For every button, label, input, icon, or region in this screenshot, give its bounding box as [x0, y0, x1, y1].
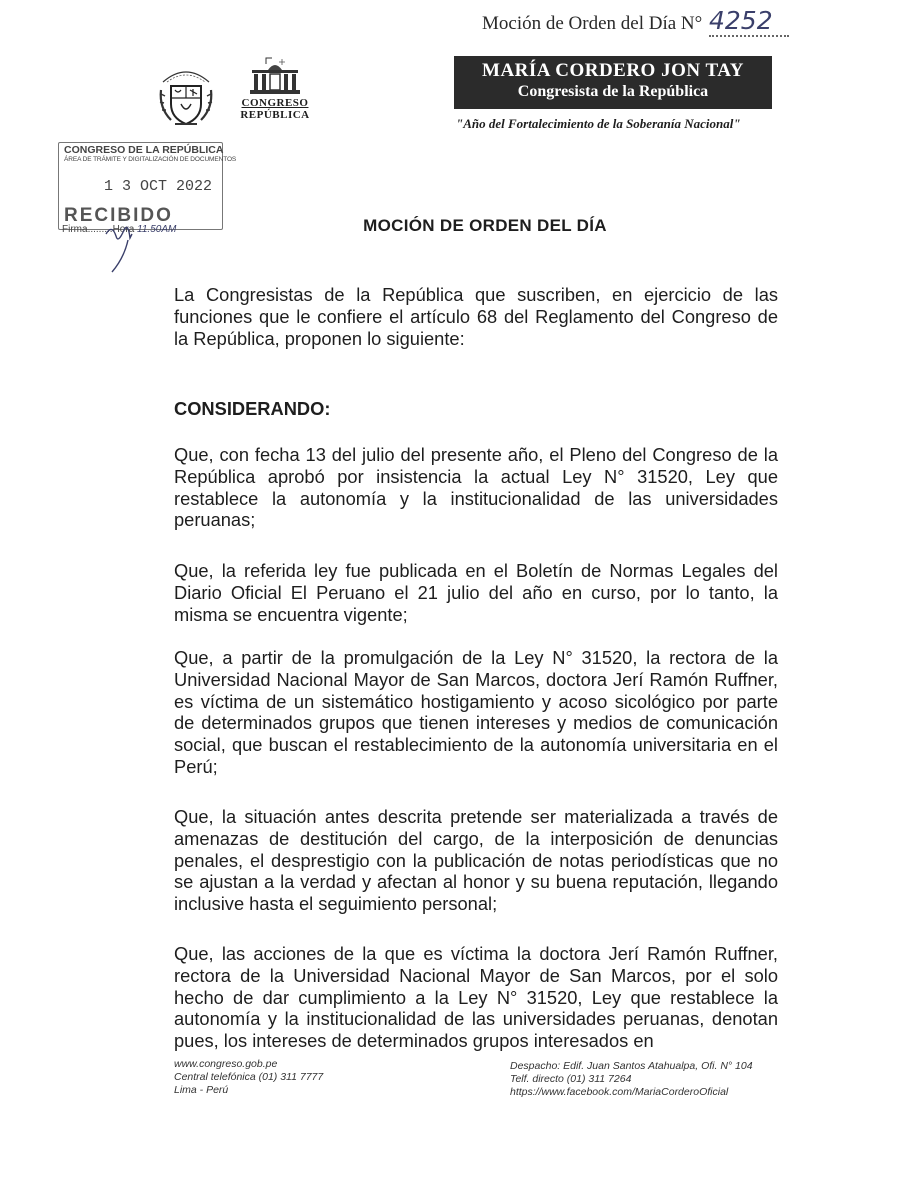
stamp-received: RECIBIDO [64, 205, 173, 226]
footer-right [510, 1060, 753, 1099]
year-motto: "Año del Fortalecimiento de la Soberanía Nacional" [456, 116, 741, 131]
stamp-institution: CONGRESO DE LA REPÚBLICA [64, 144, 224, 156]
footer-office: Despacho: Edif. Juan Santos Atahualpa, Ofi. N° 104 [510, 1060, 753, 1072]
mocion-label: Moción de Orden del Día N° [482, 13, 703, 34]
logo-label-congreso: CONGRESO [241, 97, 309, 109]
stamp-hora-value: 11.50AM [137, 224, 177, 235]
intro-paragraph: La Congresistas de la República que suscriben, en ejercicio de las funciones que le confiere el artículo 68 del Reglamento del Congreso de la República, proponen lo siguiente: [174, 284, 778, 349]
stamp-date: 1 3 OCT 2022 [104, 178, 213, 195]
paragraph-2: Que, la referida ley fue publicada en el Boletín de Normas Legales del Diario Oficial El Peruano el 21 julio del año en curso, por lo tanto, la misma se encuentra vigente; [174, 560, 778, 625]
footer-phone: Central telefónica (01) 311 7777 [174, 1071, 324, 1083]
mocion-number-line [482, 6, 789, 37]
congresista-role: Congresista de la República [517, 83, 709, 100]
stamp-department: ÁREA DE TRÁMITE Y DIGITALIZACIÓN DE DOCUMENTOS [64, 156, 237, 163]
stamp-signature-line: Firma.........Hora 11.50AM [62, 224, 177, 235]
congresista-banner [454, 56, 772, 109]
footer-left [174, 1058, 323, 1097]
paragraph-3: Que, a partir de la promulgación de la Ley N° 31520, la rectora de la Universidad Nacional Mayor de San Marcos, doctora Jerí Ramón Ruffner, es víctima de un sistemático hostigamiento y acoso sicológico por parte de determinados grupos que tienen intereses y medios de comunicación social, que buscan el restablecimiento de la autonomía universitaria en el Perú; [174, 647, 778, 777]
logo-label-republica: REPÚBLICA [240, 109, 310, 121]
considerando-heading: CONSIDERANDO: [174, 398, 331, 419]
paragraph-5: Que, las acciones de la que es víctima la doctora Jerí Ramón Ruffner, rectora de la Universidad Nacional Mayor de San Marcos, por el solo hecho de dar cumplimiento a la Ley N° 31520, Ley que restablece la autonomía y la institucionalidad de las universidades peruanas, denotan pues, los intereses de determinados grupos interesados en [174, 943, 778, 1052]
congreso-logo [236, 56, 314, 132]
mocion-number: 4252 [709, 6, 773, 35]
footer-website: www.congreso.gob.pe [174, 1058, 278, 1070]
paragraph-1: Que, con fecha 13 del julio del presente año, el Pleno del Congreso de la República aprobó por insistencia la actual Ley N° 31520, Ley que restablece la autonomía y la institucionalidad de las universidades peruanas; [174, 444, 778, 531]
mocion-number-field [709, 6, 789, 37]
congresista-name: MARÍA CORDERO JON TAY [482, 60, 744, 81]
document-title-text: MOCIÓN DE ORDEN DEL DÍA [363, 216, 607, 235]
footer-facebook: https://www.facebook.com/MariaCorderoOficial [510, 1086, 729, 1098]
footer-direct-phone: Telf. directo (01) 311 7264 [510, 1073, 632, 1085]
footer-city: Lima - Perú [174, 1084, 229, 1096]
document-title [0, 216, 902, 236]
coat-of-arms-icon [157, 60, 215, 132]
paragraph-4: Que, la situación antes descrita pretende ser materializada a través de amenazas de destitución del cargo, de la interposición de denuncias penales, el desprestigio con la publicación de notas periodísticas que no se ajustan a la verdad y afectan al honor y su buena reputación, llegando inclusive hasta el seguimiento personal; [174, 806, 778, 915]
stamp-hora-label: Hora [112, 224, 135, 235]
congress-building-icon [248, 56, 302, 96]
stamp-firma-label: Firma [62, 224, 88, 235]
